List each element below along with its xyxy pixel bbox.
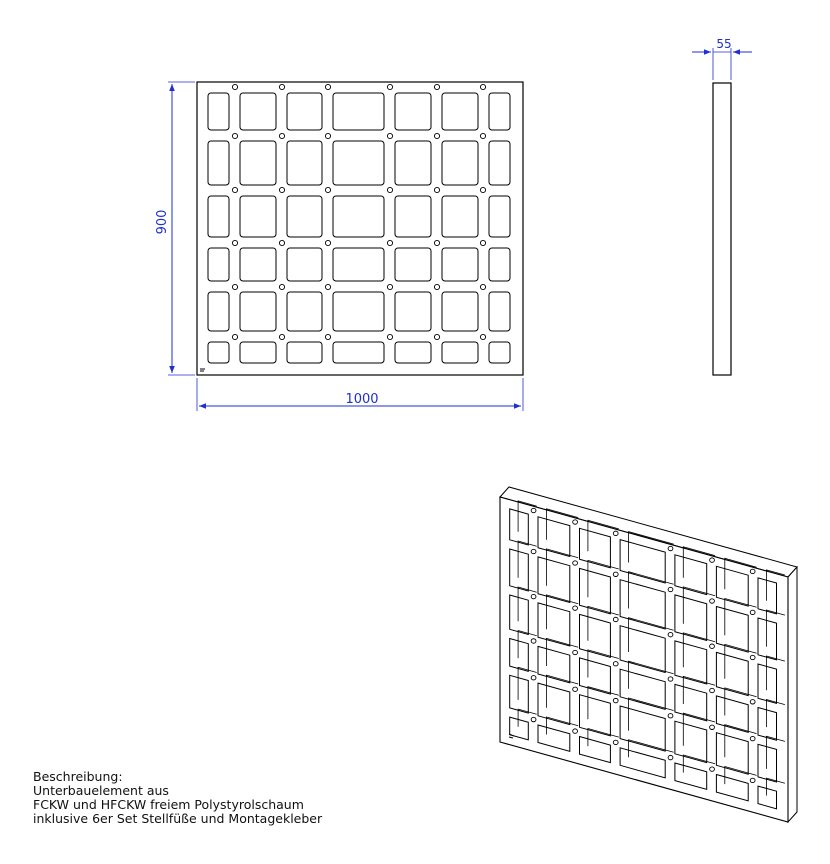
mounting-hole bbox=[279, 334, 284, 339]
cutout bbox=[489, 292, 510, 331]
cutout bbox=[208, 248, 229, 281]
mounting-hole bbox=[325, 334, 330, 339]
mounting-hole bbox=[480, 133, 485, 138]
cutout bbox=[489, 196, 510, 237]
cutout bbox=[333, 93, 384, 130]
cutout bbox=[442, 248, 478, 281]
logo-mark bbox=[200, 369, 205, 371]
mounting-hole bbox=[232, 334, 237, 339]
description-line: FCKW und HFCKW freiem Polystyrolschaum bbox=[33, 797, 304, 812]
iso-cutout bbox=[758, 744, 777, 782]
cutout bbox=[240, 248, 276, 281]
mounting-hole bbox=[387, 84, 392, 89]
description-line: inklusive 6er Set Stellfüße und Montagekleber bbox=[33, 811, 323, 826]
cutout bbox=[208, 292, 229, 331]
mounting-hole bbox=[434, 84, 439, 89]
cutout bbox=[208, 93, 229, 130]
iso-cutout bbox=[758, 664, 777, 703]
cutout bbox=[489, 248, 510, 281]
mounting-hole bbox=[480, 187, 485, 192]
side-view-outline bbox=[713, 83, 731, 375]
mounting-hole bbox=[279, 133, 284, 138]
mounting-hole bbox=[232, 240, 237, 245]
iso-cutout bbox=[510, 675, 529, 713]
mounting-hole bbox=[232, 84, 237, 89]
cutout bbox=[333, 342, 384, 363]
iso-cutout bbox=[510, 549, 529, 591]
thickness-dimension-label: 55 bbox=[716, 37, 732, 51]
mounting-hole bbox=[434, 187, 439, 192]
height-dimension bbox=[155, 82, 195, 375]
cutout bbox=[442, 342, 478, 363]
mounting-hole bbox=[480, 240, 485, 245]
mounting-hole bbox=[279, 84, 284, 89]
iso-cutout bbox=[510, 509, 529, 545]
mounting-hole bbox=[387, 240, 392, 245]
iso-cutout bbox=[510, 639, 529, 672]
front-view bbox=[197, 82, 523, 375]
cutout bbox=[240, 342, 276, 363]
iso-cutout bbox=[580, 568, 611, 613]
width-dimension-label: 1000 bbox=[345, 392, 379, 407]
iso-side-face bbox=[788, 567, 797, 822]
cutout bbox=[489, 342, 510, 363]
cutout bbox=[395, 196, 431, 237]
cutout bbox=[240, 93, 276, 130]
mounting-hole bbox=[434, 240, 439, 245]
front-view-cutouts bbox=[208, 93, 510, 363]
cutout bbox=[208, 141, 229, 185]
mounting-hole bbox=[279, 284, 284, 289]
iso-cutout bbox=[758, 618, 777, 660]
cutout bbox=[287, 292, 322, 331]
cutout bbox=[333, 248, 384, 281]
cutout bbox=[287, 342, 322, 363]
cutout bbox=[287, 248, 322, 281]
cutout bbox=[395, 292, 431, 331]
mounting-hole bbox=[434, 133, 439, 138]
thickness-dimension bbox=[692, 37, 752, 80]
cutout bbox=[240, 292, 276, 331]
width-dimension bbox=[197, 378, 523, 411]
mounting-hole bbox=[480, 84, 485, 89]
mounting-hole bbox=[325, 133, 330, 138]
mounting-hole bbox=[232, 133, 237, 138]
cutout bbox=[395, 93, 431, 130]
iso-cutout bbox=[758, 708, 777, 741]
mounting-hole bbox=[480, 334, 485, 339]
cutout bbox=[333, 292, 384, 331]
cutout bbox=[442, 141, 478, 185]
mounting-hole bbox=[325, 84, 330, 89]
description-heading: Beschreibung: bbox=[33, 769, 123, 784]
mounting-hole bbox=[387, 284, 392, 289]
mounting-hole bbox=[387, 133, 392, 138]
iso-cutout bbox=[758, 578, 777, 614]
side-view bbox=[713, 83, 731, 375]
cutout bbox=[287, 93, 322, 130]
cutout bbox=[287, 196, 322, 237]
mounting-hole bbox=[434, 284, 439, 289]
mounting-hole bbox=[325, 187, 330, 192]
mounting-hole bbox=[387, 187, 392, 192]
isometric-view bbox=[500, 487, 797, 822]
mounting-hole bbox=[387, 334, 392, 339]
cutout bbox=[240, 196, 276, 237]
mounting-hole bbox=[232, 187, 237, 192]
description-block bbox=[33, 770, 322, 826]
front-view-mounting-holes bbox=[232, 84, 485, 339]
mounting-hole bbox=[325, 240, 330, 245]
cutout bbox=[395, 342, 431, 363]
cutout bbox=[442, 292, 478, 331]
cutout bbox=[333, 196, 384, 237]
mounting-hole bbox=[279, 240, 284, 245]
cutout bbox=[395, 248, 431, 281]
mounting-hole bbox=[434, 334, 439, 339]
cutout bbox=[333, 141, 384, 185]
description-line: Unterbauelement aus bbox=[33, 783, 169, 798]
cutout bbox=[489, 93, 510, 130]
cutout bbox=[240, 141, 276, 185]
cutout bbox=[442, 196, 478, 237]
height-dimension-label: 900 bbox=[155, 209, 170, 235]
cutout bbox=[208, 342, 229, 363]
cutout bbox=[287, 141, 322, 185]
mounting-hole bbox=[480, 284, 485, 289]
cutout bbox=[395, 141, 431, 185]
cutout bbox=[442, 93, 478, 130]
mounting-hole bbox=[325, 284, 330, 289]
cutout bbox=[208, 196, 229, 237]
cutout bbox=[489, 141, 510, 185]
iso-cutout bbox=[510, 595, 529, 635]
mounting-hole bbox=[232, 284, 237, 289]
mounting-hole bbox=[279, 187, 284, 192]
